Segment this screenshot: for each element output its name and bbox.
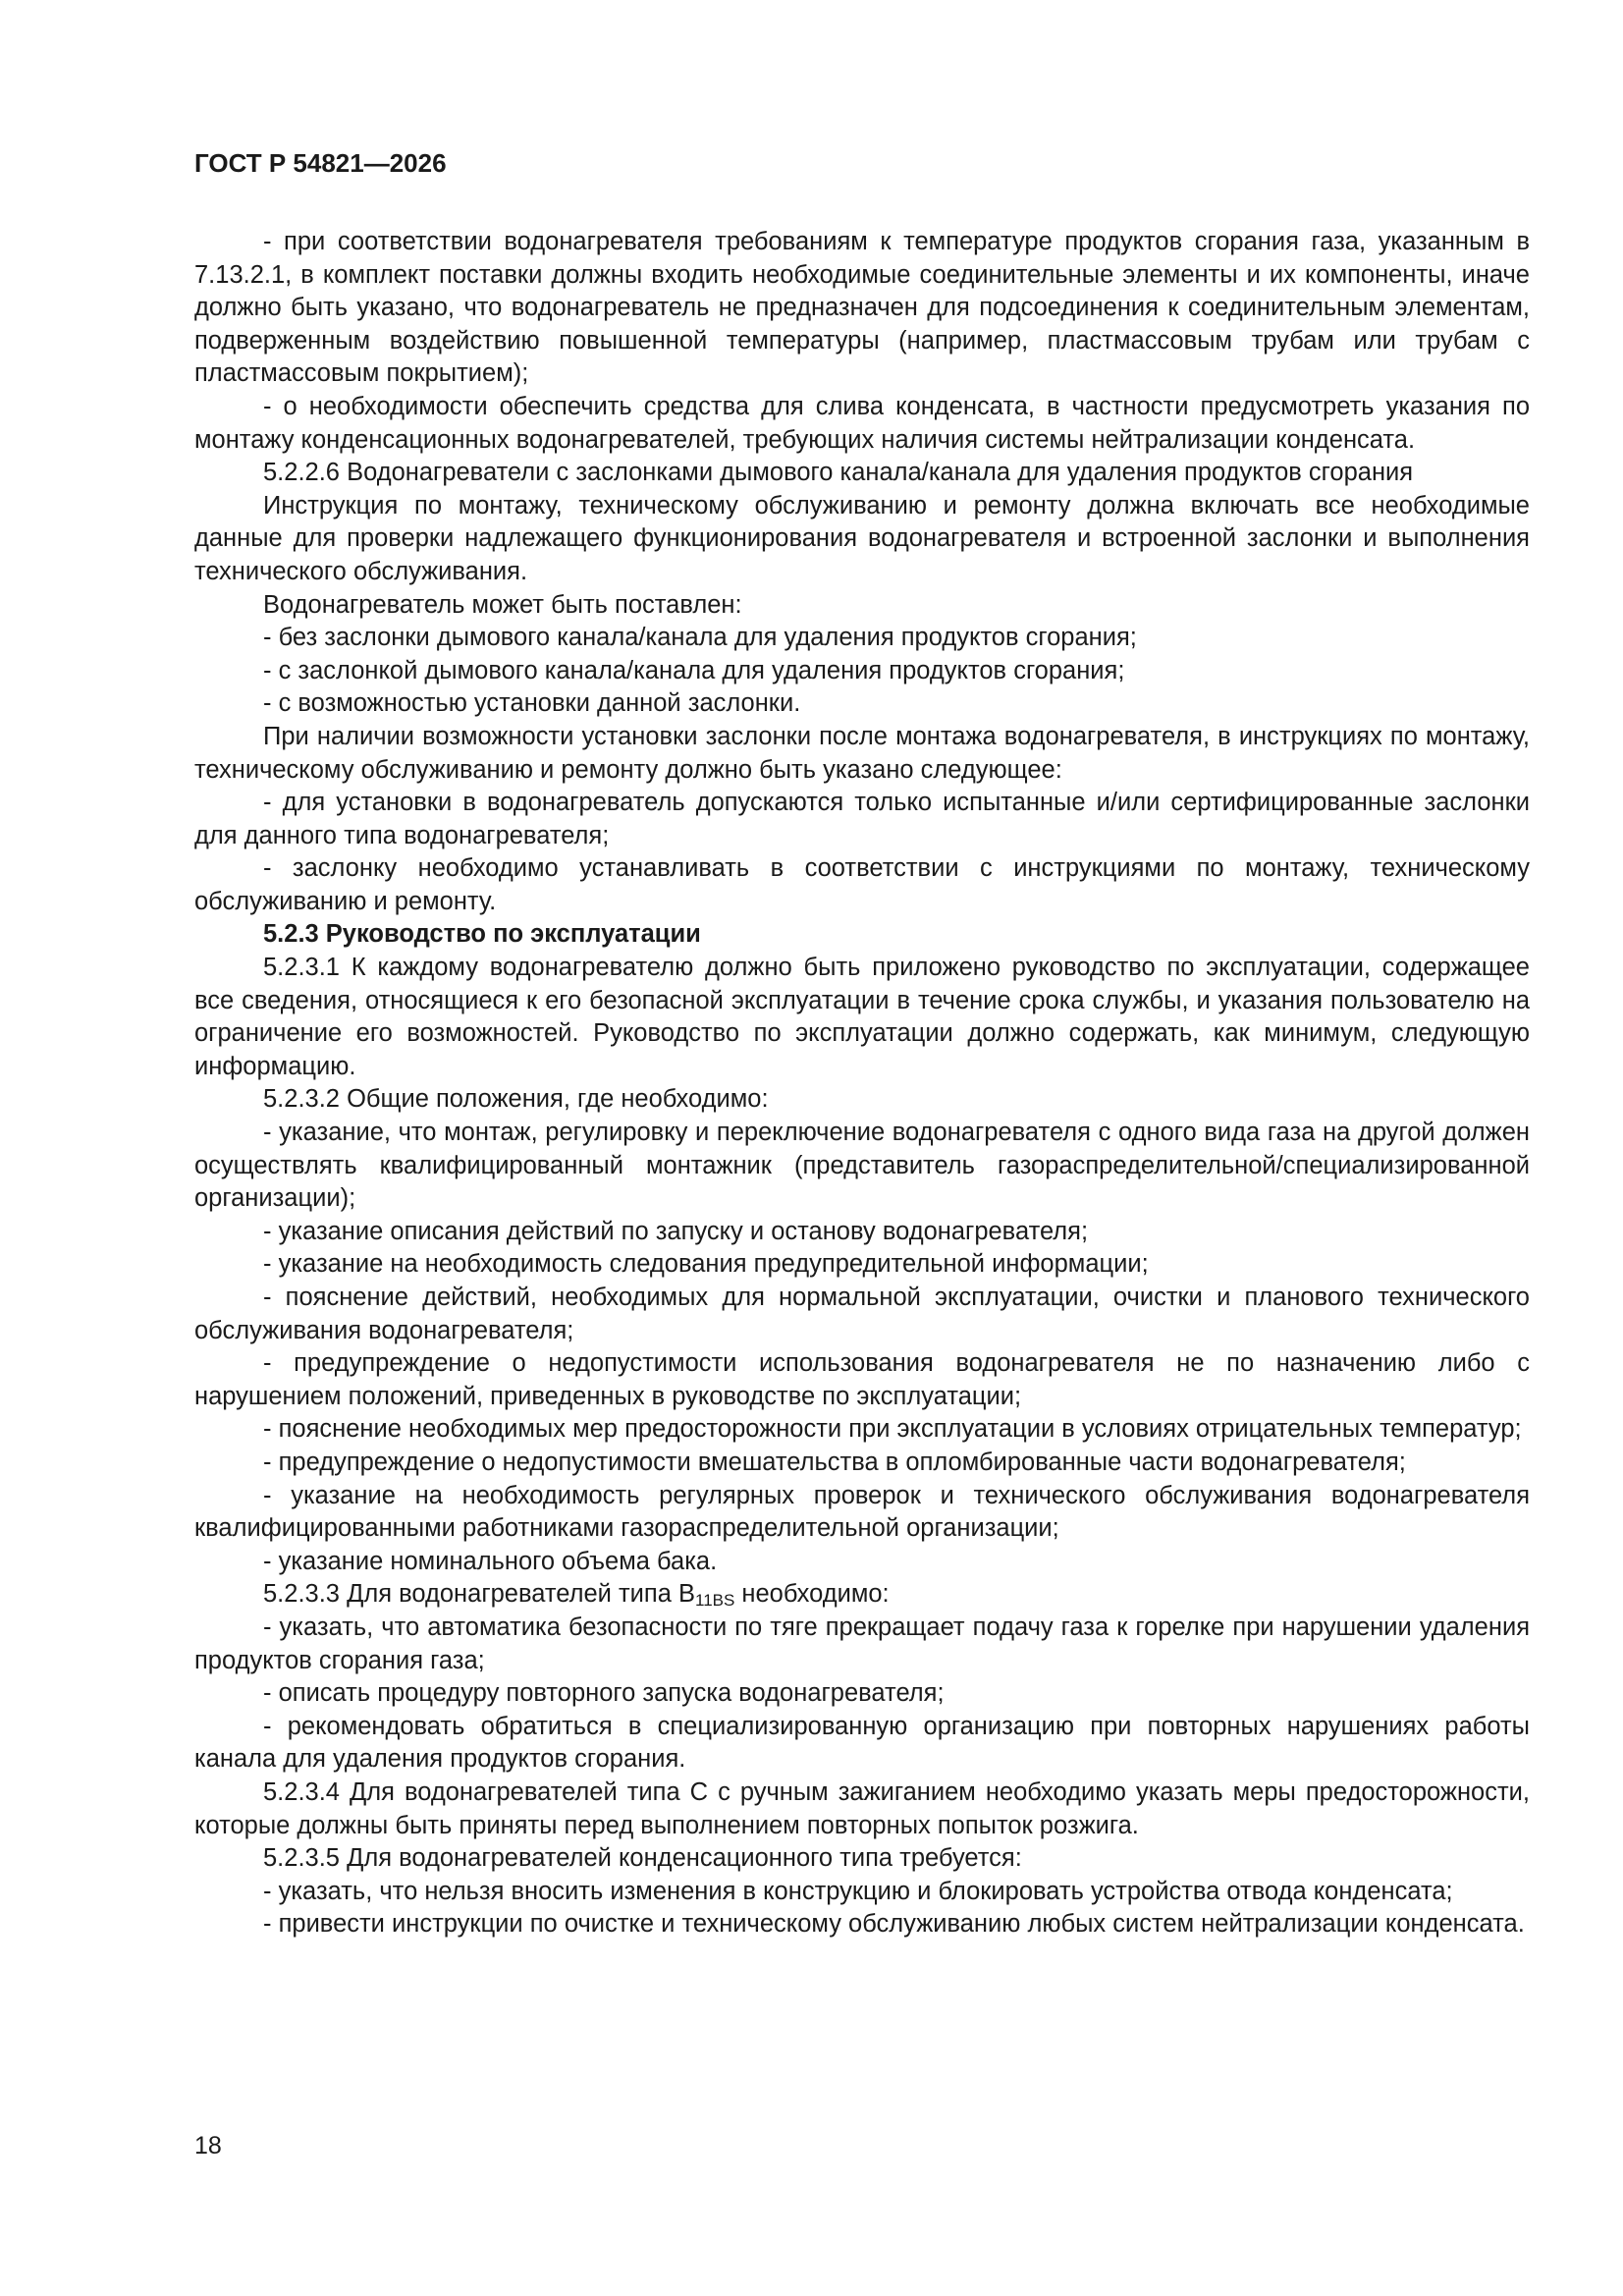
paragraph-subscript: 5.2.3.3 Для водонагревателей типа $B_{11BS}$ необходимо: bbox=[263, 1580, 890, 1611]
paragraph: - о необходимости обеспечить средства для слива конденсата, в частности предусмотреть указания по монтажу конденсационных водонагревателей, требующих наличия системы нейтрализации конденсата. bbox=[194, 392, 1530, 454]
paragraph: 5.2.3.4 Для водонагревателей типа C с ручным зажиганием необходимо указать меры предосторожности, которые должны быть приняты перед выполнением повторных попыток розжига. bbox=[194, 1777, 1530, 1839]
paragraph: 5.2.3.1 К каждому водонагревателю должно быть приложено руководство по эксплуатации, содержащее все сведения, относящиеся к его безопасной эксплуатации в течение срока службы, и указания пользователю на ограничение его возможностей. Руководство по эксплуатации должно содержать, как минимум, следующую информацию. bbox=[194, 954, 1530, 1080]
list-item: - пояснение действий, необходимых для нормальной эксплуатации, очистки и планового технического обслуживания водонагревателя; bbox=[194, 1284, 1530, 1344]
b-type-subscript: 11BS bbox=[695, 1591, 735, 1611]
list-item: - с возможностью установки данной заслонки. bbox=[263, 689, 801, 718]
list-item: - предупреждение о недопустимости вмешательства в опломбированные части водонагревателя; bbox=[263, 1448, 1406, 1476]
paragraph: При наличии возможности установки заслонки после монтажа водонагревателя, в инструкциях по монтажу, техническому обслуживанию и ремонту должно быть указано следующее: bbox=[194, 722, 1530, 784]
list-item: - для установки в водонагреватель допускаются только испытанные и/или сертифицированные заслонки для данного типа водонагревателя; bbox=[194, 789, 1530, 849]
list-item: - описать процедуру повторного запуска водонагревателя; bbox=[263, 1679, 945, 1708]
b-type-base: B bbox=[677, 1580, 695, 1609]
document-body bbox=[194, 226, 1530, 1941]
list-item: - указание, что монтаж, регулировку и переключение водонагревателя с одного вида газа на другой должен осуществлять квалифицированный монтажник (представитель газораспределительной/специализированной организации); bbox=[194, 1119, 1530, 1213]
page-number: 18 bbox=[194, 2132, 222, 2159]
document-page bbox=[194, 147, 1530, 1941]
paragraph: 5.2.3.5 Для водонагревателей конденсационного типа требуется: bbox=[263, 1844, 1022, 1873]
list-item: - с заслонкой дымового канала/канала для удаления продуктов сгорания; bbox=[263, 656, 1125, 684]
list-item: - указать, что нельзя вносить изменения в конструкцию и блокировать устройства отвода конденсата; bbox=[263, 1877, 1453, 1905]
list-item: - указание описания действий по запуску и останову водонагревателя; bbox=[263, 1217, 1089, 1245]
list-item: - привести инструкции по очистке и техническому обслуживанию любых систем нейтрализации конденсата. bbox=[263, 1910, 1525, 1939]
section-heading: 5.2.3 Руководство по эксплуатации bbox=[263, 920, 701, 949]
document-header: ГОСТ Р 54821—2026 bbox=[194, 148, 447, 178]
list-item: - предупреждение о недопустимости использования водонагревателя не по назначению либо с нарушением положений, приведенных в руководстве по эксплуатации; bbox=[194, 1349, 1530, 1410]
paragraph: 5.2.3.2 Общие положения, где необходимо: bbox=[263, 1085, 769, 1114]
list-item: - рекомендовать обратиться в специализированную организацию при повторных нарушениях работы канала для удаления продуктов сгорания. bbox=[194, 1712, 1530, 1774]
list-item: - указать, что автоматика безопасности по тяге прекращает подачу газа к горелке при нарушении удаления продуктов сгорания газа; bbox=[194, 1613, 1530, 1674]
list-item: - заслонку необходимо устанавливать в соответствии с инструкциями по монтажу, техническому обслуживанию и ремонту. bbox=[194, 854, 1530, 915]
list-item: - пояснение необходимых мер предосторожности при эксплуатации в условиях отрицательных температур; bbox=[263, 1415, 1522, 1444]
paragraph: - при соответствии водонагревателя требованиям к температуре продуктов сгорания газа, указанным в 7.13.2.1, в комплект поставки должны входить необходимые соединительные элементы и их компоненты, иначе должно быть указано, что водонагреватель не предназначен для подсоединения к соединительным элементам, подверженным воздействию повышенной температуры (например, пластмассовым трубам или трубам с пластмассовым покрытием); bbox=[194, 228, 1530, 388]
list-item: - указание на необходимость следования предупредительной информации; bbox=[263, 1250, 1149, 1279]
list-item: - указание на необходимость регулярных проверок и технического обслуживания водонагревателя квалифицированными работниками газораспределительной организации; bbox=[194, 1481, 1530, 1543]
list-item: - указание номинального объема бака. bbox=[263, 1547, 718, 1575]
paragraph: Водонагреватель может быть поставлен: bbox=[263, 590, 742, 619]
list-item: - без заслонки дымового канала/канала для удаления продуктов сгорания; bbox=[263, 624, 1137, 652]
section-heading: 5.2.2.6 Водонагреватели с заслонками дымового канала/канала для удаления продуктов сгорания bbox=[263, 459, 1414, 487]
paragraph: Инструкция по монтажу, техническому обслуживанию и ремонту должна включать все необходимые данные для проверки надлежащего функционирования водонагревателя и встроенной заслонки и выполнения технического обслуживания. bbox=[194, 491, 1530, 585]
